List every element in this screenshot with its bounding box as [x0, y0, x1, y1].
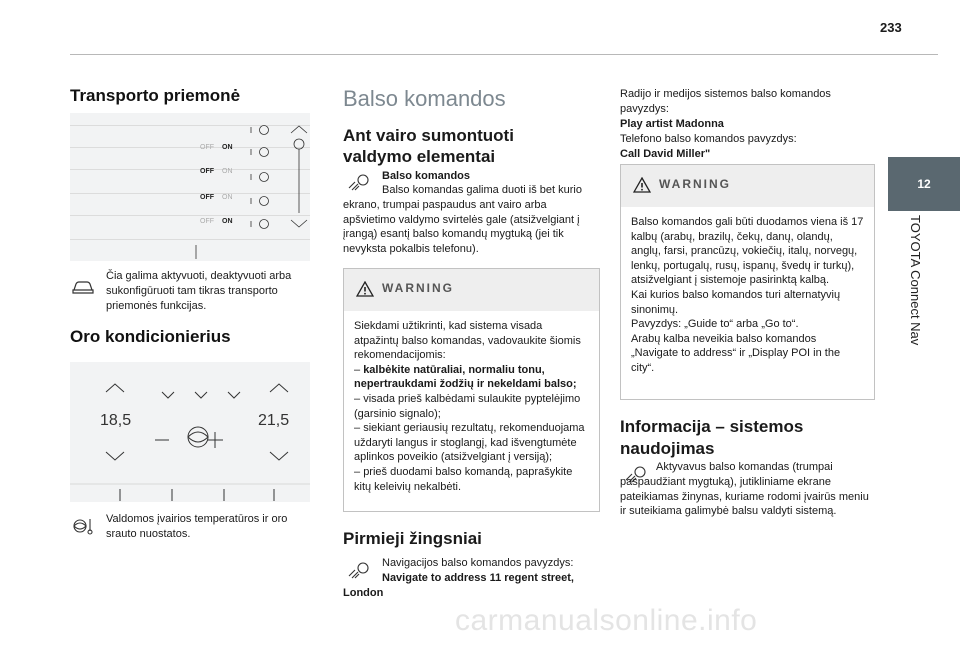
toggle-on-label: ON: [222, 168, 233, 175]
radio-example: Play artist Madonna: [620, 118, 724, 130]
voice-command-text: Balso komandas galima duoti iš bet kurio ekrano, trumpai paspaudus ant vairo arba apšvietimo valdymo svirtelės gale (atsižvelgiant į įrangą) esantį balso komandų mygtuką (jei tik nevyksta pokalbis telefonu).: [343, 184, 582, 256]
warning-triangle-icon: [356, 281, 374, 297]
warning-arabic-text: Arabų kalba neveikia balso komandos „Navigate to address“ ir „Display POI in the city“.: [631, 332, 841, 374]
warning-triangle-icon: [633, 177, 651, 193]
toggle-off-label: OFF: [200, 194, 214, 201]
temp-right-value: 21,5: [258, 412, 290, 429]
temp-left-value: 18,5: [100, 412, 132, 429]
voice-command-title: Balso komandos: [382, 170, 471, 182]
heading-transport: Transporto priemonė: [70, 86, 241, 105]
toggle-off-label: OFF: [200, 144, 214, 151]
heading-first-steps: Pirmieji žingsniai: [343, 529, 482, 548]
phone-example-text: Telefono balso komandos pavyzdys:: [620, 133, 797, 145]
phone-example: Call David Miller": [620, 148, 711, 160]
toggle-off-label: OFF: [200, 218, 214, 225]
fan-temperature-icon: [72, 517, 94, 535]
warning-languages-text: Balso komandos gali būti duodamos viena iš 17 kalbų (arabų, brazilų, čekų, danų, olandų, anglų, farsi, prancūzų, vokiečių, italų, norvegų, lenkų, portugalų, rusų, ispanų, švedų ir turkų), atsižvelgiant į sistemoje pasirinktą kalbą.: [631, 216, 864, 287]
panel-info-icons: [70, 113, 310, 261]
info-text: Aktyvavus balso komandas (trumpai paspaudžiant mygtuką), jutikliniame ekrane pateikiamas žinynas, kuriame rodomi įvairūs meniu ir suteikiama galimybė balsu valdyti sistemą.: [620, 461, 869, 518]
warning-title: WARNING: [659, 177, 731, 191]
warning-example-text: Pavyzdys: „Guide to“ arba „Go to“.: [631, 318, 799, 331]
heading-voice-commands: Balso komandos: [343, 86, 506, 111]
aircon-note: Valdomos įvairios temperatūros ir oro srauto nuostatos.: [106, 513, 288, 540]
warning-header: [344, 269, 599, 311]
warning-title: WARNING: [382, 281, 454, 295]
warning-header: [621, 165, 874, 207]
car-icon: [72, 279, 94, 295]
toggle-on-label: ON: [222, 194, 233, 201]
warning-box-languages: [620, 164, 875, 400]
chapter-tab[interactable]: 12: [888, 157, 960, 211]
heading-info-system-use: Informacija – sistemos naudojimas: [620, 417, 804, 458]
transport-settings-panel: [70, 113, 310, 261]
warning-item: – visada prieš kalbėdami sulaukite pyptelėjimo (garsinio signalo);: [354, 392, 581, 420]
aircon-panel: [70, 362, 310, 502]
header-rule: [70, 54, 938, 55]
warning-item: – kalbėkite natūraliai, normaliu tonu, nepertraukdami žodžių ir nekeldami balso;: [354, 363, 577, 391]
chapter-side-label: TOYOTA Connect Nav: [908, 215, 923, 346]
warning-box-recommendations: [343, 268, 600, 512]
first-steps-text: Navigacijos balso komandos pavyzdys:: [382, 557, 574, 569]
radio-example-text: Radijo ir medijos sistemos balso komandos pavyzdys:: [620, 88, 831, 115]
warning-intro: Siekdami užtikrinti, kad sistema visada atpažintų balso komandas, vadovaukite šiomis rekomendacijomis:: [354, 320, 581, 362]
first-steps-example: Navigate to address 11 regent street, London: [343, 572, 574, 599]
heading-steering-controls: Ant vairo sumontuoti valdymo elementai: [343, 126, 514, 166]
transport-note: Čia galima aktyvuoti, deaktyvuoti arba sukonfigūruoti tam tikras transporto priemonės funkcijas.: [106, 270, 292, 312]
aircon-controls-icons: [70, 362, 310, 502]
toggle-off-label: OFF: [200, 168, 214, 175]
warning-item: – siekiant geriausių rezultatų, rekomenduojama uždaryti langus ir stoglangį, kad išvengtumėte aplinkos poveikio (atsižvelgiant į versiją);: [354, 422, 585, 464]
toggle-on-label: ON: [222, 218, 233, 225]
page-number: 233: [880, 20, 902, 35]
watermark: carmanualsonline.info: [455, 604, 758, 637]
warning-item: – prieš duodami balso komandą, paprašykite kitų keleivių nekalbėti.: [354, 465, 573, 493]
warning-synonyms-text: Kai kurios balso komandos turi alternatyvių sinonimų.: [631, 288, 841, 316]
warning-body: [621, 207, 874, 382]
toggle-on-label: ON: [222, 144, 233, 151]
heading-aircon: Oro kondicionierius: [70, 327, 231, 346]
warning-body: [344, 311, 599, 500]
